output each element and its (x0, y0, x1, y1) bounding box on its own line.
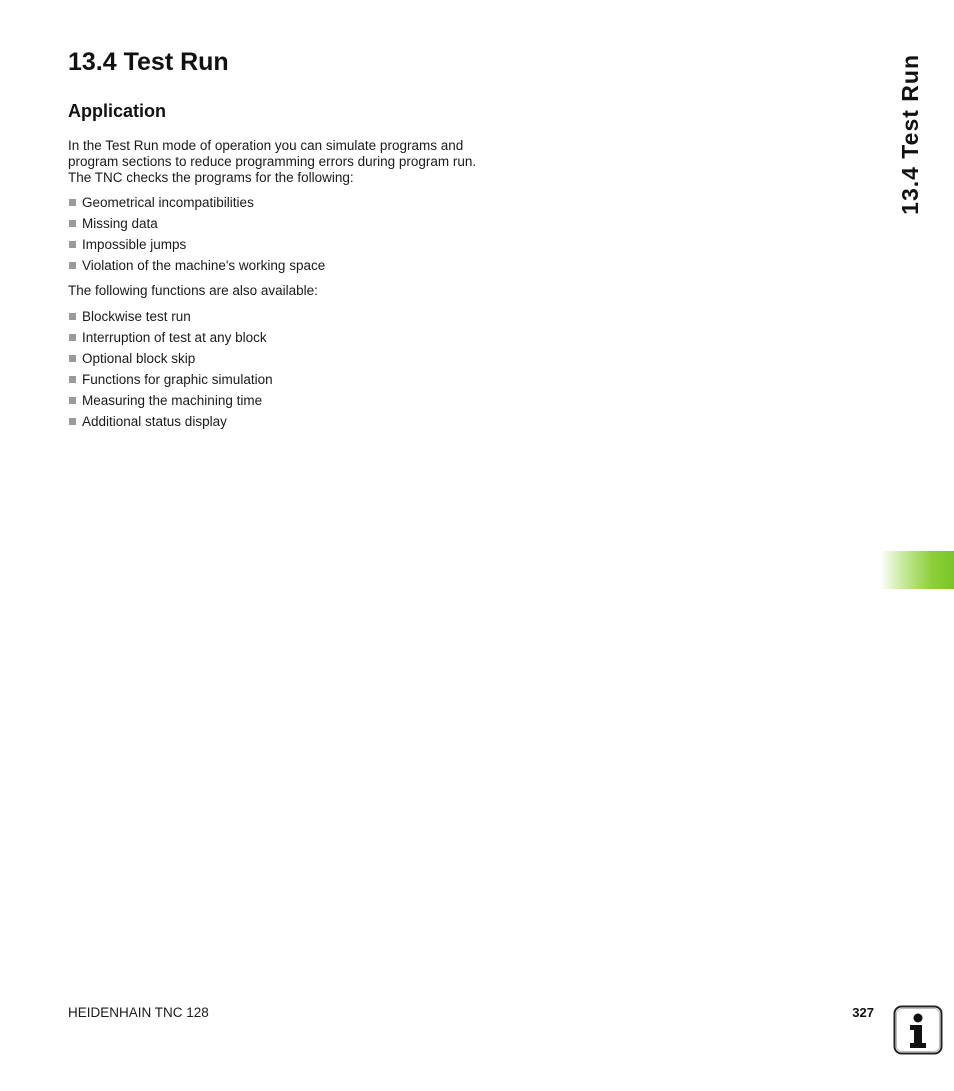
functions-intro: The following functions are also available: (68, 283, 318, 298)
list-item (68, 372, 528, 393)
side-chapter-title (882, 54, 938, 214)
footer-product: HEIDENHAIN TNC 128 (68, 1005, 209, 1020)
bullet-square-icon (69, 241, 76, 248)
list-item-text: Impossible jumps (82, 237, 187, 252)
list-item (68, 216, 528, 237)
list-item (68, 351, 528, 372)
bullet-square-icon (69, 418, 76, 425)
list-item-text: Interruption of test at any block (82, 330, 267, 345)
bullet-square-icon (69, 355, 76, 362)
list-item-text: Geometrical incompatibilities (82, 195, 254, 210)
bullet-square-icon (69, 397, 76, 404)
list-item-text: Violation of the machine's working space (82, 258, 326, 273)
bullet-square-icon (69, 220, 76, 227)
list-item (68, 309, 528, 330)
bullet-square-icon (69, 334, 76, 341)
content-body (68, 138, 528, 435)
list-item-text: Measuring the machining time (82, 393, 263, 408)
list-item (68, 237, 528, 258)
bullet-square-icon (69, 199, 76, 206)
bullet-square-icon (69, 262, 76, 269)
list-item-text: Missing data (82, 216, 158, 231)
list-item-text: Functions for graphic simulation (82, 372, 273, 387)
section-heading: Application (68, 101, 166, 121)
list-item (68, 258, 528, 279)
side-chapter-title-text: 13.4 Test Run (896, 54, 923, 215)
info-icon (893, 1005, 943, 1055)
list-item-text: Optional block skip (82, 351, 196, 366)
list-item-text: Additional status display (82, 414, 227, 429)
list-item-text: Blockwise test run (82, 309, 191, 324)
intro-paragraph: In the Test Run mode of operation you can simulate programs and program sections to reduce programming errors during program run. The TNC checks the programs for the following: (68, 138, 477, 185)
chapter-tab-marker (880, 551, 954, 589)
page-number: 327 (852, 1005, 874, 1020)
list-item (68, 393, 528, 414)
checks-list (68, 195, 528, 279)
bullet-square-icon (69, 313, 76, 320)
list-item (68, 330, 528, 351)
functions-list (68, 309, 528, 435)
list-item (68, 414, 528, 435)
list-item (68, 195, 528, 216)
bullet-square-icon (69, 376, 76, 383)
page-title: 13.4 Test Run (68, 48, 229, 76)
